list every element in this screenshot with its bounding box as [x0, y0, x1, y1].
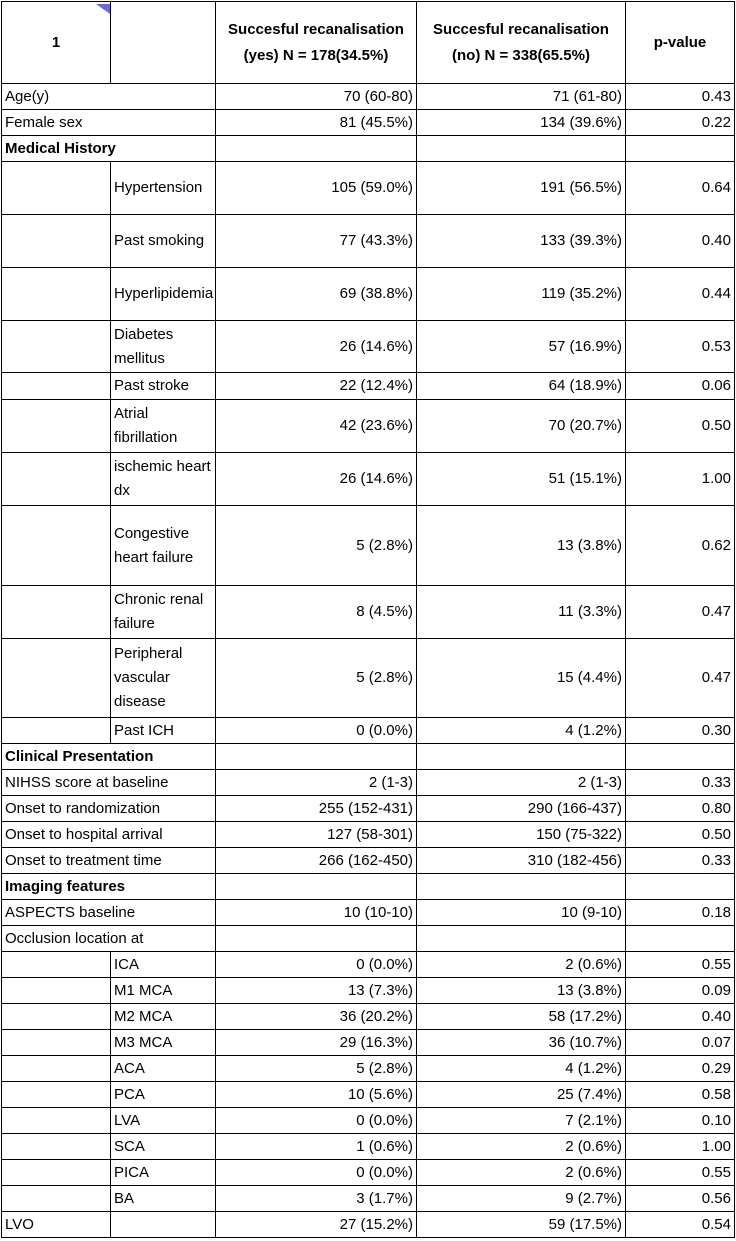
cell-no: 119 (35.2%)	[417, 268, 626, 321]
cell-pvalue: 0.53	[626, 321, 735, 373]
table-row	[2, 215, 735, 268]
cell-yes: 10 (5.6%)	[216, 1082, 417, 1108]
table-row	[2, 952, 735, 978]
cell-pvalue: 0.44	[626, 268, 735, 321]
cell-no: 2 (0.6%)	[417, 1160, 626, 1186]
cell-yes: 70 (60-80)	[216, 84, 417, 110]
cell-yes: 27 (15.2%)	[216, 1212, 417, 1238]
row-label: M3 MCA	[111, 1030, 216, 1056]
cell-no: 4 (1.2%)	[417, 718, 626, 744]
cell-empty	[2, 373, 111, 400]
table-row	[2, 1108, 735, 1134]
cell-pvalue: 0.55	[626, 1160, 735, 1186]
cell-no: 11 (3.3%)	[417, 586, 626, 639]
header-no: Succesful recanalisation (no) N = 338(65.5%)	[417, 2, 626, 84]
row-label: Congestive heart failure	[111, 506, 216, 586]
cell-no: 58 (17.2%)	[417, 1004, 626, 1030]
cell-no: 2 (0.6%)	[417, 952, 626, 978]
table-row	[2, 373, 735, 400]
row-label: Peripheral vascular disease	[111, 639, 216, 718]
cell-empty	[2, 268, 111, 321]
cell-pvalue: 0.09	[626, 978, 735, 1004]
section-title: Medical History	[2, 136, 216, 162]
cell-pvalue: 0.58	[626, 1082, 735, 1108]
cell-empty	[2, 718, 111, 744]
cell-pvalue: 0.10	[626, 1108, 735, 1134]
cell-pvalue: 0.43	[626, 84, 735, 110]
table-row	[2, 1134, 735, 1160]
row-label: Past smoking	[111, 215, 216, 268]
cell-empty	[626, 926, 735, 952]
table-row	[2, 822, 735, 848]
cell-yes: 0 (0.0%)	[216, 1108, 417, 1134]
cell-no: 15 (4.4%)	[417, 639, 626, 718]
header-yes: Succesful recanalisation (yes) N = 178(34.5%)	[216, 2, 417, 84]
cell-pvalue: 0.56	[626, 1186, 735, 1212]
table-row	[2, 796, 735, 822]
cell-no: 25 (7.4%)	[417, 1082, 626, 1108]
cell-yes: 29 (16.3%)	[216, 1030, 417, 1056]
section-title: Imaging features	[2, 874, 216, 900]
cell-yes: 22 (12.4%)	[216, 373, 417, 400]
table-row	[2, 718, 735, 744]
row-label: ICA	[111, 952, 216, 978]
cell-pvalue: 0.50	[626, 822, 735, 848]
cell-yes: 0 (0.0%)	[216, 1160, 417, 1186]
cell-yes: 26 (14.6%)	[216, 321, 417, 373]
row-label: Onset to treatment time	[2, 848, 216, 874]
cell-pvalue: 1.00	[626, 453, 735, 506]
cell-pvalue: 0.62	[626, 506, 735, 586]
cell-pvalue: 0.54	[626, 1212, 735, 1238]
cell-empty	[111, 1212, 216, 1238]
cell-pvalue: 0.06	[626, 373, 735, 400]
cell-pvalue: 0.22	[626, 110, 735, 136]
table-row	[2, 506, 735, 586]
table-row	[2, 1186, 735, 1212]
cell-no: 290 (166-437)	[417, 796, 626, 822]
header-index: 1	[2, 2, 111, 84]
cell-pvalue: 0.64	[626, 162, 735, 215]
header-blank	[111, 2, 216, 84]
cell-yes: 105 (59.0%)	[216, 162, 417, 215]
table-row	[2, 400, 735, 453]
cell-empty	[626, 136, 735, 162]
cell-yes: 5 (2.8%)	[216, 639, 417, 718]
cell-yes: 127 (58-301)	[216, 822, 417, 848]
row-label: M1 MCA	[111, 978, 216, 1004]
cell-pvalue: 0.07	[626, 1030, 735, 1056]
characteristics-table	[1, 1, 735, 1238]
cell-empty	[216, 136, 417, 162]
cell-yes: 5 (2.8%)	[216, 506, 417, 586]
cell-pvalue: 0.29	[626, 1056, 735, 1082]
cell-pvalue: 0.33	[626, 770, 735, 796]
cell-pvalue: 0.33	[626, 848, 735, 874]
cell-empty	[417, 744, 626, 770]
section-row	[2, 744, 735, 770]
cell-no: 310 (182-456)	[417, 848, 626, 874]
cell-no: 4 (1.2%)	[417, 1056, 626, 1082]
cell-no: 10 (9-10)	[417, 900, 626, 926]
cell-no: 9 (2.7%)	[417, 1186, 626, 1212]
cell-empty	[2, 215, 111, 268]
table-container	[0, 1, 736, 1241]
cell-no: 134 (39.6%)	[417, 110, 626, 136]
cell-pvalue: 0.47	[626, 639, 735, 718]
row-label: Chronic renal failure	[111, 586, 216, 639]
table-row	[2, 978, 735, 1004]
cell-yes: 26 (14.6%)	[216, 453, 417, 506]
cell-pvalue: 0.50	[626, 400, 735, 453]
row-label: ischemic heart dx	[111, 453, 216, 506]
row-label: PICA	[111, 1160, 216, 1186]
cell-empty	[2, 1004, 111, 1030]
cell-yes: 10 (10-10)	[216, 900, 417, 926]
cell-empty	[626, 744, 735, 770]
cell-yes: 13 (7.3%)	[216, 978, 417, 1004]
cell-empty	[417, 926, 626, 952]
row-label: PCA	[111, 1082, 216, 1108]
cell-yes: 42 (23.6%)	[216, 400, 417, 453]
cell-empty	[2, 321, 111, 373]
cell-no: 13 (3.8%)	[417, 506, 626, 586]
cell-yes: 0 (0.0%)	[216, 718, 417, 744]
row-label: BA	[111, 1186, 216, 1212]
row-label: SCA	[111, 1134, 216, 1160]
cell-empty	[2, 1056, 111, 1082]
table-row	[2, 770, 735, 796]
table-row	[2, 453, 735, 506]
row-label: LVA	[111, 1108, 216, 1134]
table-row	[2, 110, 735, 136]
cell-empty	[216, 926, 417, 952]
cell-empty	[2, 453, 111, 506]
table-row	[2, 1082, 735, 1108]
cell-yes: 5 (2.8%)	[216, 1056, 417, 1082]
row-label: Past stroke	[111, 373, 216, 400]
cell-empty	[2, 400, 111, 453]
cell-empty	[2, 1186, 111, 1212]
cell-pvalue: 0.40	[626, 215, 735, 268]
section-row	[2, 136, 735, 162]
row-label: Female sex	[2, 110, 216, 136]
cell-comment-marker-icon	[96, 4, 110, 16]
cell-empty	[417, 136, 626, 162]
row-label: Diabetes mellitus	[111, 321, 216, 373]
table-row	[2, 926, 735, 952]
row-label: Atrial fibrillation	[111, 400, 216, 453]
cell-yes: 1 (0.6%)	[216, 1134, 417, 1160]
row-label: NIHSS score at baseline	[2, 770, 216, 796]
cell-no: 59 (17.5%)	[417, 1212, 626, 1238]
row-label: ASPECTS baseline	[2, 900, 216, 926]
row-label: Hyperlipidemia	[111, 268, 216, 321]
cell-empty	[2, 1082, 111, 1108]
cell-empty	[2, 639, 111, 718]
cell-empty	[2, 506, 111, 586]
cell-empty	[216, 744, 417, 770]
row-label: M2 MCA	[111, 1004, 216, 1030]
cell-yes: 255 (152-431)	[216, 796, 417, 822]
table-row	[2, 586, 735, 639]
row-label: ACA	[111, 1056, 216, 1082]
cell-no: 71 (61-80)	[417, 84, 626, 110]
section-row	[2, 874, 735, 900]
row-label: Past ICH	[111, 718, 216, 744]
cell-no: 191 (56.5%)	[417, 162, 626, 215]
cell-empty	[2, 952, 111, 978]
table-row	[2, 1030, 735, 1056]
cell-no: 2 (1-3)	[417, 770, 626, 796]
table-row	[2, 900, 735, 926]
cell-yes: 81 (45.5%)	[216, 110, 417, 136]
cell-no: 133 (39.3%)	[417, 215, 626, 268]
row-label: Occlusion location at	[2, 926, 216, 952]
cell-pvalue: 1.00	[626, 1134, 735, 1160]
row-label: Hypertension	[111, 162, 216, 215]
cell-yes: 77 (43.3%)	[216, 215, 417, 268]
section-title: Clinical Presentation	[2, 744, 216, 770]
cell-pvalue: 0.55	[626, 952, 735, 978]
table-row	[2, 162, 735, 215]
table-row	[2, 1004, 735, 1030]
cell-yes: 266 (162-450)	[216, 848, 417, 874]
table-row	[2, 321, 735, 373]
cell-no: 57 (16.9%)	[417, 321, 626, 373]
cell-no: 7 (2.1%)	[417, 1108, 626, 1134]
cell-pvalue: 0.30	[626, 718, 735, 744]
cell-no: 70 (20.7%)	[417, 400, 626, 453]
cell-yes: 36 (20.2%)	[216, 1004, 417, 1030]
cell-no: 2 (0.6%)	[417, 1134, 626, 1160]
cell-no: 51 (15.1%)	[417, 453, 626, 506]
cell-no: 36 (10.7%)	[417, 1030, 626, 1056]
cell-yes: 69 (38.8%)	[216, 268, 417, 321]
header-pvalue: p-value	[626, 2, 735, 84]
cell-empty	[2, 162, 111, 215]
cell-empty	[2, 1108, 111, 1134]
row-label: Age(y)	[2, 84, 216, 110]
row-label: LVO	[2, 1212, 111, 1238]
cell-no: 13 (3.8%)	[417, 978, 626, 1004]
cell-pvalue: 0.18	[626, 900, 735, 926]
cell-pvalue: 0.40	[626, 1004, 735, 1030]
table-row	[2, 84, 735, 110]
table-row	[2, 848, 735, 874]
cell-empty	[417, 874, 626, 900]
header-row	[2, 2, 735, 84]
cell-no: 150 (75-322)	[417, 822, 626, 848]
cell-empty	[2, 1030, 111, 1056]
table-row	[2, 268, 735, 321]
table-row	[2, 639, 735, 718]
table-row	[2, 1212, 735, 1238]
table-row	[2, 1160, 735, 1186]
cell-yes: 2 (1-3)	[216, 770, 417, 796]
cell-empty	[2, 978, 111, 1004]
cell-empty	[626, 874, 735, 900]
row-label: Onset to randomization	[2, 796, 216, 822]
cell-empty	[2, 1134, 111, 1160]
cell-no: 64 (18.9%)	[417, 373, 626, 400]
cell-pvalue: 0.80	[626, 796, 735, 822]
cell-yes: 3 (1.7%)	[216, 1186, 417, 1212]
cell-empty	[2, 586, 111, 639]
row-label: Onset to hospital arrival	[2, 822, 216, 848]
cell-pvalue: 0.47	[626, 586, 735, 639]
cell-empty	[2, 1160, 111, 1186]
cell-yes: 0 (0.0%)	[216, 952, 417, 978]
cell-empty	[216, 874, 417, 900]
cell-yes: 8 (4.5%)	[216, 586, 417, 639]
table-row	[2, 1056, 735, 1082]
